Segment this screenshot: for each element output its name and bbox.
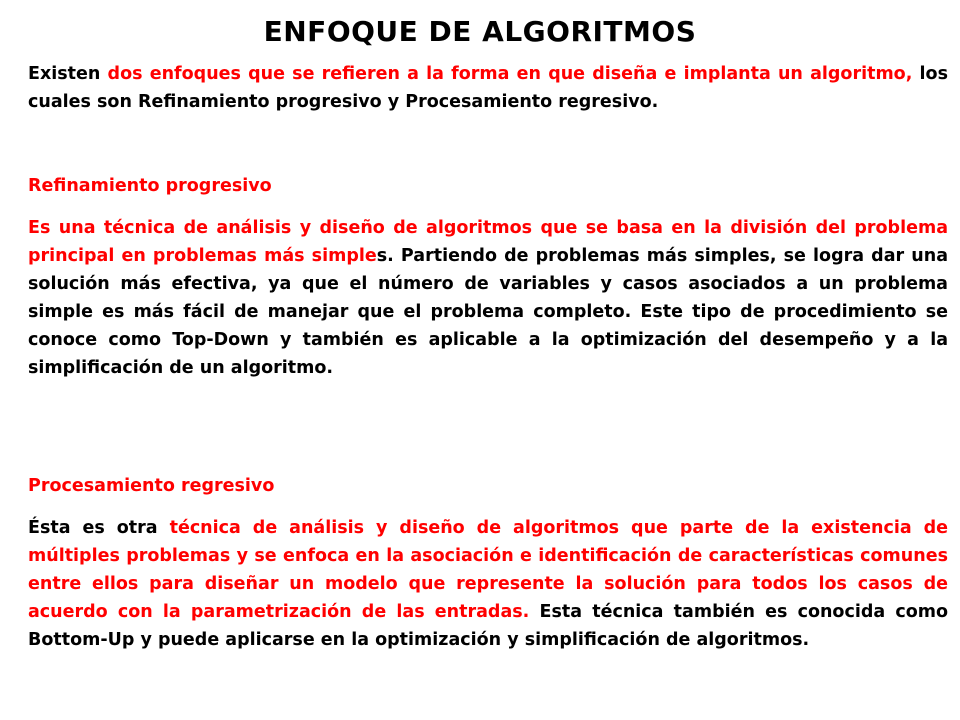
section-heading-refinamiento: Refinamiento progresivo bbox=[28, 176, 272, 196]
procesamiento-text-3: Esta técnica también es conocida como Bottom-Up y puede aplicarse en la optimización y simplificación de algoritmos. bbox=[28, 602, 949, 650]
page-title: ENFOQUE DE ALGORITMOS bbox=[263, 15, 697, 48]
refinamiento-text-2: s. Partiendo de problemas más simples, se logra dar una solución más efectiva, ya que el número de variables y casos asociados a un problema simple es más fácil de manejar que el problema completo. Este tipo de procedimiento se conoce como Top-Down y también es aplicable a la optimización del desempeño y a la simplificación de un algoritmo. bbox=[28, 246, 948, 378]
intro-text-2: dos enfoques que se refieren a la forma en que diseña e implanta un algoritmo, bbox=[107, 64, 913, 84]
section-heading-procesamiento: Procesamiento regresivo bbox=[28, 476, 275, 496]
procesamiento-text-2: técnica de análisis y diseño de algoritmos que parte de la existencia de múltiples problemas y se enfoca en la asociación e identificación de características comunes entre ellos para diseñar un modelo que represente la solución para todos los casos de acuerdo con la parametrización de las entradas. bbox=[28, 518, 948, 622]
intro-text-3: los cuales son Refinamiento progresivo y Procesamiento regresivo. bbox=[28, 64, 948, 112]
procesamiento-text-1: Ésta es otra bbox=[28, 518, 170, 538]
refinamiento-text-1: Es una técnica de análisis y diseño de algoritmos que se basa en la división del problema principal en problemas más simple bbox=[28, 218, 948, 266]
intro-paragraph bbox=[28, 60, 948, 116]
section-paragraph-procesamiento bbox=[28, 514, 948, 654]
section-paragraph-refinamiento bbox=[28, 214, 948, 382]
intro-text-1: Existen bbox=[28, 64, 108, 84]
